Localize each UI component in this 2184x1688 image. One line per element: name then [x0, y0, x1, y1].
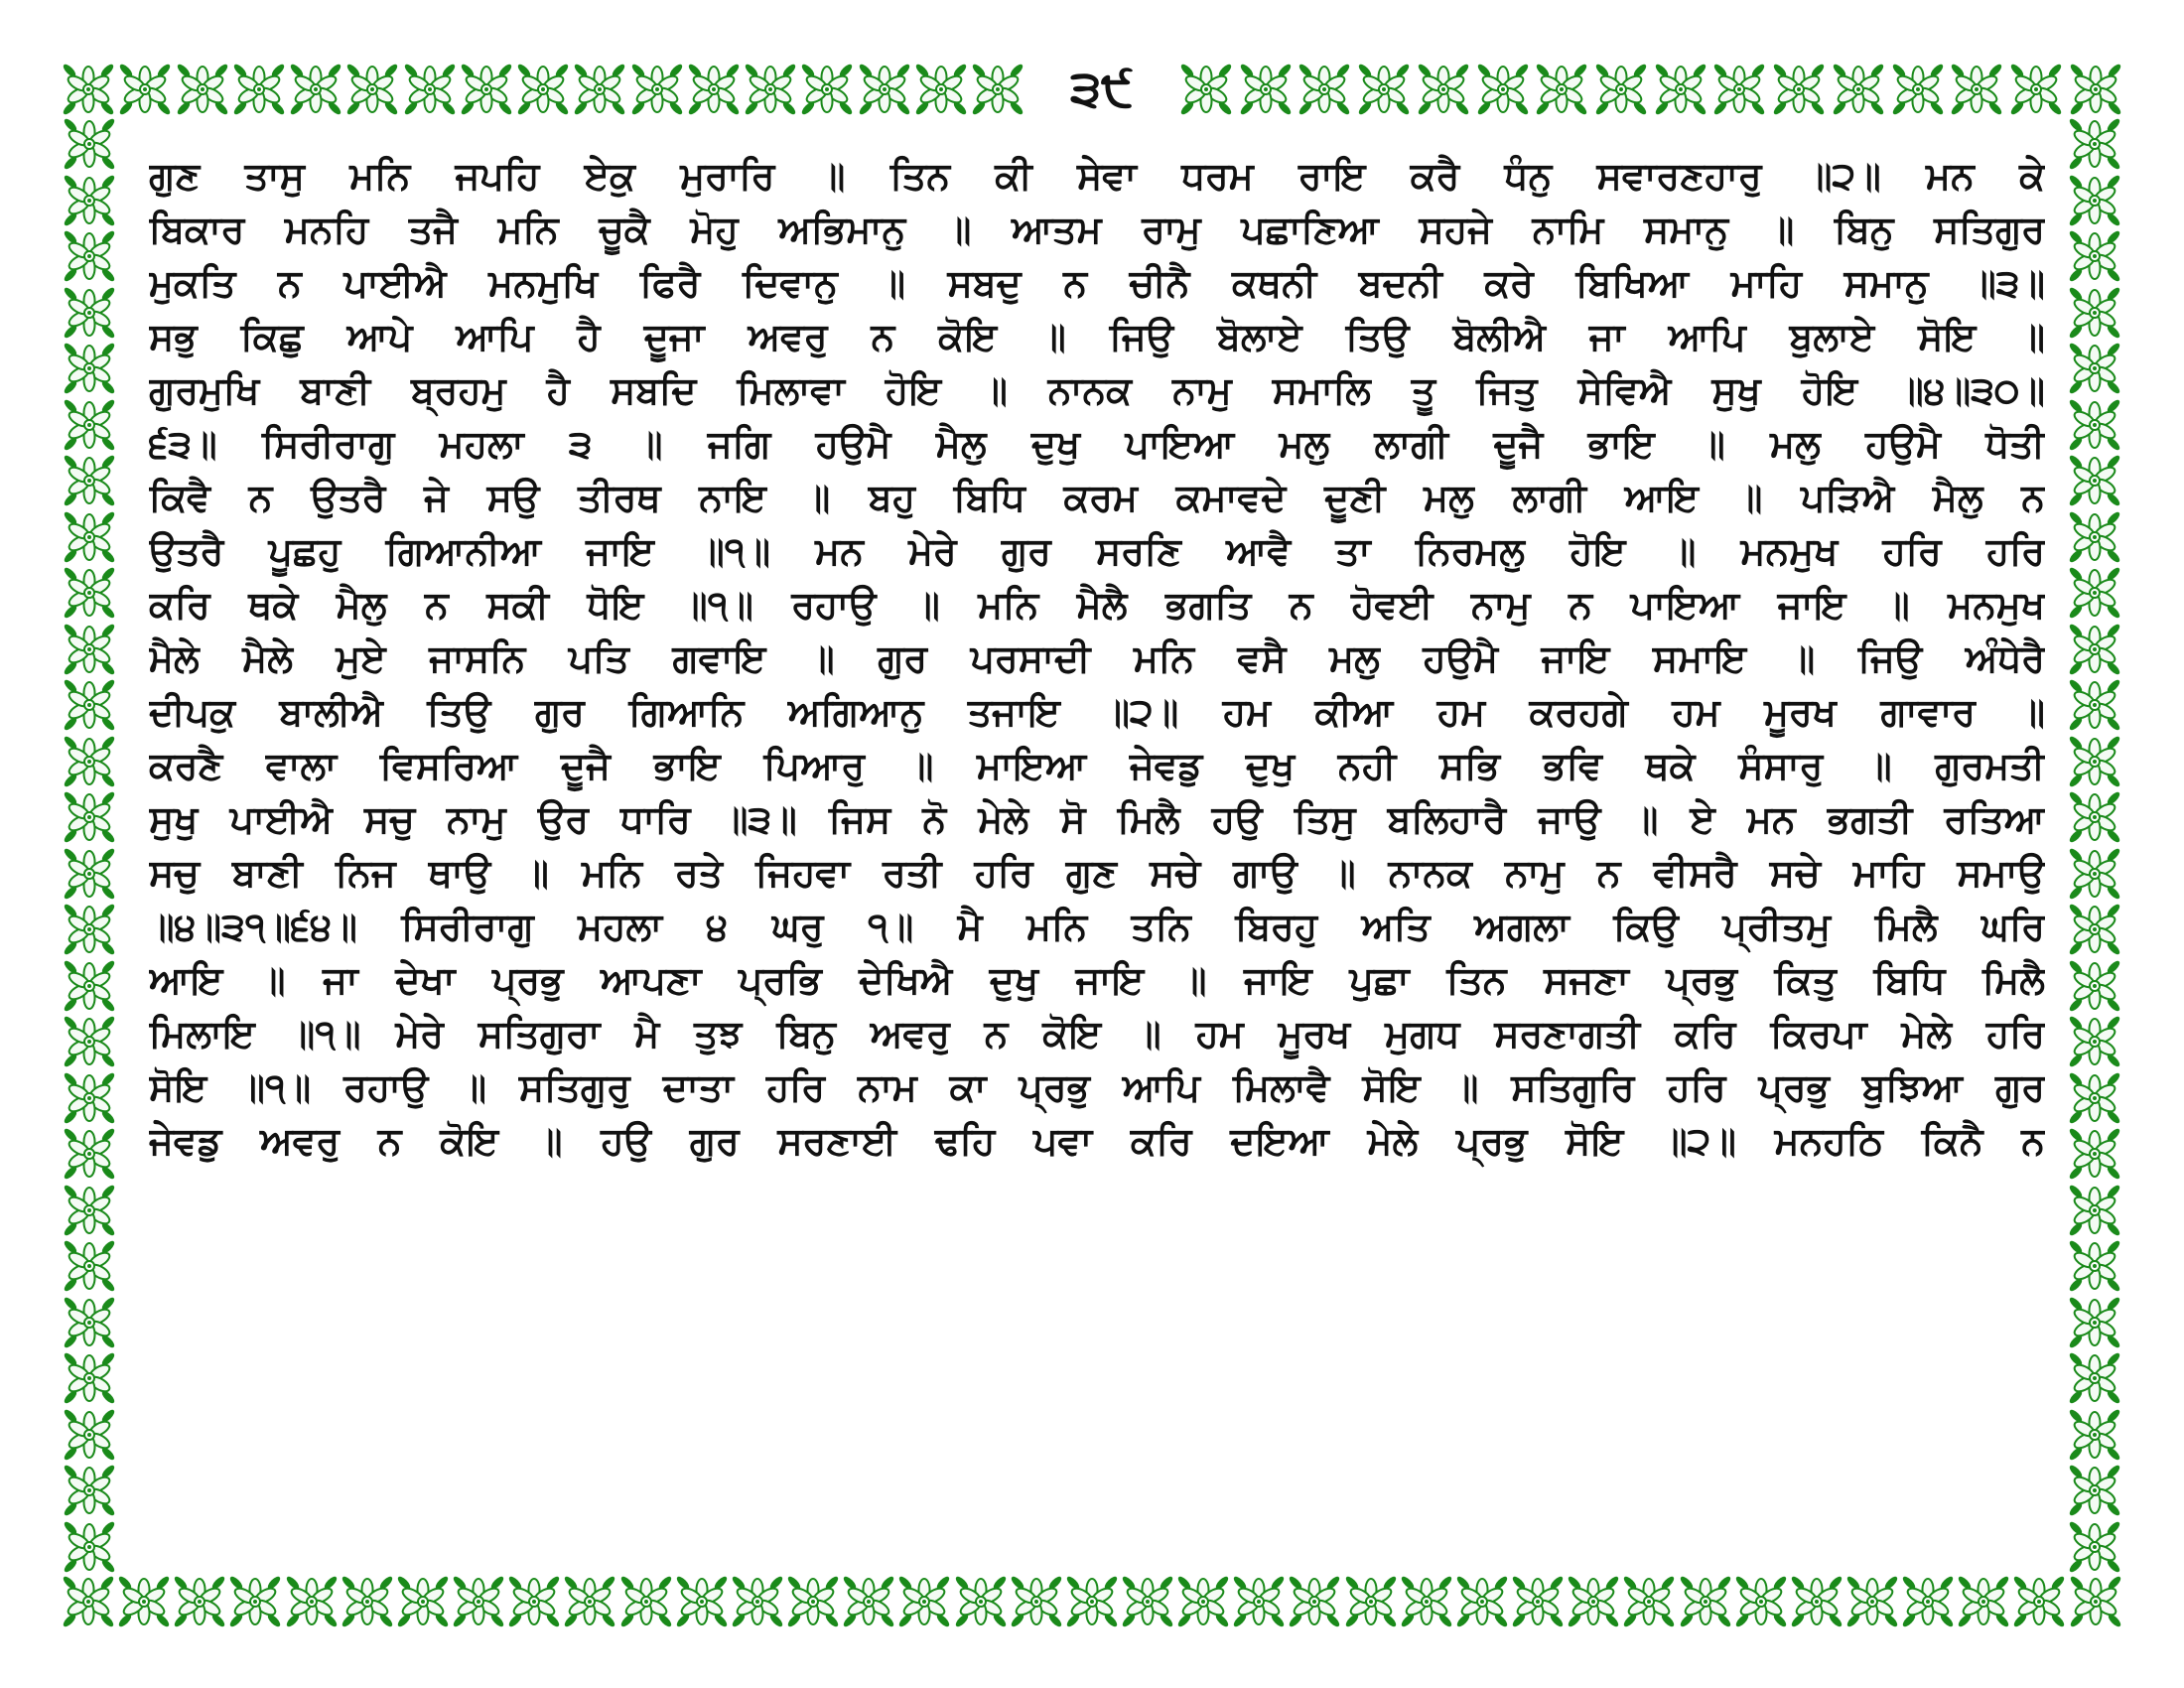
flower-icon: [1734, 1575, 1788, 1628]
flower-icon: [2068, 174, 2121, 227]
flower-icon: [619, 1575, 673, 1628]
text-line: ਆਇ ॥ ਜਾ ਦੇਖਾ ਪ੍ਰਭੁ ਆਪਣਾ ਪ੍ਰਭਿ ਦੇਖਿਐ ਦੁਖੁ ਜਾਇ ॥ ਜਾਇ ਪੁਛਾ ਤਿਨ ਸਜਣਾ ਪ੍ਰਭੁ ਕਿਤੁ ਬਿਧਿ ਮਿਲੈ: [149, 958, 2045, 1002]
flower-icon: [63, 1015, 116, 1068]
flower-icon: [1790, 1575, 1843, 1628]
flower-icon: [2068, 1408, 2121, 1462]
flower-icon: [2068, 623, 2121, 676]
flower-icon: [2068, 1015, 2121, 1068]
flower-icon: [63, 1127, 116, 1181]
flower-icon: [1832, 63, 1885, 116]
text-line: ਸੋਇ ॥੧॥ ਰਹਾਉ ॥ ਸਤਿਗੁਰੁ ਦਾਤਾ ਹਰਿ ਨਾਮ ਕਾ ਪ੍ਰਭੁ ਆਪਿ ਮਿਲਾਵੈ ਸੋਇ ॥ ਸਤਿਗੁਰਿ ਹਰਿ ਪ੍ਰਭੁ ਬੁਝਿਆ ਗੁਰ: [149, 1065, 2045, 1109]
flower-icon: [63, 454, 116, 507]
flower-icon: [2068, 398, 2121, 452]
flower-icon: [573, 63, 626, 116]
flower-icon: [228, 1575, 282, 1628]
text-line: ਕਿਵੈ ਨ ਉਤਰੈ ਜੇ ਸਉ ਤੀਰਥ ਨਾਇ ॥ ਬਹੁ ਬਿਧਿ ਕਰਮ ਕਮਾਵਦੇ ਦੂਣੀ ਮਲੁ ਲਾਗੀ ਆਇ ॥ ਪੜਿਐ ਮੈਲੁ ਨ: [149, 476, 2045, 519]
flower-icon: [1400, 1575, 1453, 1628]
flower-icon: [63, 1408, 116, 1462]
flower-icon: [63, 510, 116, 564]
flower-icon: [117, 1575, 171, 1628]
flower-icon: [63, 1520, 116, 1574]
flower-icon: [396, 1575, 450, 1628]
flower-icon: [1712, 63, 1766, 116]
flower-icon: [63, 678, 116, 732]
flower-icon: [1567, 1575, 1620, 1628]
flower-icon: [731, 1575, 784, 1628]
flower-icon: [897, 1575, 951, 1628]
border-top-right: [1179, 62, 2122, 117]
flower-icon: [1232, 1575, 1286, 1628]
flower-icon: [2068, 959, 2121, 1013]
flower-icon: [2069, 1575, 2122, 1628]
flower-icon: [341, 1575, 394, 1628]
flower-icon: [1891, 63, 1945, 116]
flower-icon: [63, 286, 116, 340]
flower-icon: [62, 63, 115, 116]
flower-icon: [63, 735, 116, 788]
text-line: ਸਭੁ ਕਿਛੁ ਆਪੇ ਆਪਿ ਹੈ ਦੂਜਾ ਅਵਰੁ ਨ ਕੋਇ ॥ ਜਿਉ ਬੋਲਾਏ ਤਿਉ ਬੋਲੀਐ ਜਾ ਆਪਿ ਬੁਲਾਏ ਸੋਇ ॥: [149, 315, 2045, 358]
flower-icon: [63, 229, 116, 283]
flower-icon: [1344, 1575, 1398, 1628]
text-line: ਉਤਰੈ ਪੂਛਹੁ ਗਿਆਨੀਆ ਜਾਇ ॥੧॥ ਮਨ ਮੇਰੇ ਗੁਰ ਸਰਣਿ ਆਵੈ ਤਾ ਨਿਰਮਲੁ ਹੋਇ ॥ ਮਨਮੁਖ ਹਰਿ ਹਰਿ: [149, 529, 2045, 573]
page-number: ੩੯: [1070, 60, 1134, 117]
border-top-left: [62, 62, 1024, 117]
flower-icon: [630, 63, 684, 116]
flower-icon: [2068, 286, 2121, 340]
flower-icon: [63, 1184, 116, 1237]
flower-icon: [858, 63, 911, 116]
text-line: ਕਰਿ ਥਕੇ ਮੈਲੁ ਨ ਸਕੀ ਧੋਇ ॥੧॥ ਰਹਾਉ ॥ ਮਨਿ ਮੈਲੈ ਭਗਤਿ ਨ ਹੋਵਈ ਨਾਮੁ ਨ ਪਾਇਆ ਜਾਇ ॥ ਮਨਮੁਖ: [149, 583, 2045, 627]
flower-icon: [63, 959, 116, 1013]
flower-icon: [460, 63, 513, 116]
text-line: ਸਚੁ ਬਾਣੀ ਨਿਜ ਥਾਉ ॥ ਮਨਿ ਰਤੇ ਜਿਹਵਾ ਰਤੀ ਹਰਿ ਗੁਣ ਸਚੇ ਗਾਉ ॥ ਨਾਨਕ ਨਾਮੁ ਨ ਵੀਸਰੈ ਸਚੇ ਮਾਹਿ ਸਮਾਉ: [149, 851, 2045, 895]
flower-icon: [1679, 1575, 1732, 1628]
flower-icon: [2068, 1296, 2121, 1349]
flower-icon: [516, 63, 570, 116]
flower-icon: [1511, 1575, 1565, 1628]
flower-icon: [2012, 1575, 2066, 1628]
flower-icon: [1654, 63, 1707, 116]
flower-icon: [786, 1575, 840, 1628]
border-bottom: [62, 1574, 2122, 1629]
flower-icon: [1121, 1575, 1174, 1628]
flower-icon: [1065, 1575, 1119, 1628]
flower-icon: [2068, 342, 2121, 395]
flower-icon: [2068, 117, 2121, 171]
flower-icon: [2068, 1071, 2121, 1125]
border-left: [62, 117, 117, 1574]
flower-icon: [2068, 229, 2121, 283]
flower-icon: [403, 63, 457, 116]
flower-icon: [1950, 63, 2003, 116]
flower-icon: [1594, 63, 1648, 116]
flower-icon: [63, 1239, 116, 1293]
flower-icon: [173, 1575, 226, 1628]
flower-icon: [63, 1351, 116, 1405]
flower-icon: [1772, 63, 1826, 116]
text-line: ਮੈਲੇ ਮੈਲੇ ਮੁਏ ਜਾਸਨਿ ਪਤਿ ਗਵਾਇ ॥ ਗੁਰ ਪਰਸਾਦੀ ਮਨਿ ਵਸੈ ਮਲੁ ਹਉਮੈ ਜਾਇ ਸਮਾਇ ॥ ਜਿਉ ਅੰਧੇਰੈ: [149, 636, 2045, 680]
flower-icon: [2068, 1184, 2121, 1237]
flower-icon: [2068, 790, 2121, 844]
flower-icon: [914, 63, 968, 116]
flower-icon: [63, 1464, 116, 1517]
flower-icon: [1239, 63, 1293, 116]
text-line: ਮੁਕਤਿ ਨ ਪਾਈਐ ਮਨਮੁਖਿ ਫਿਰੈ ਦਿਵਾਨੁ ॥ ਸਬਦੁ ਨ ਚੀਨੈ ਕਥਨੀ ਬਦਨੀ ਕਰੇ ਬਿਖਿਆ ਮਾਹਿ ਸਮਾਨੁ ॥੩॥: [149, 261, 2045, 305]
flower-icon: [1476, 63, 1530, 116]
flower-icon: [687, 63, 741, 116]
flower-icon: [232, 63, 286, 116]
flower-icon: [63, 847, 116, 901]
flower-icon: [800, 63, 854, 116]
flower-icon: [1288, 1575, 1341, 1628]
text-line: ਦੀਪਕੁ ਬਾਲੀਐ ਤਿਉ ਗੁਰ ਗਿਆਨਿ ਅਗਿਆਨੁ ਤਜਾਇ ॥੨॥ ਹਮ ਕੀਆ ਹਮ ਕਰਹਗੇ ਹਮ ਮੂਰਖ ਗਾਵਾਰ ॥: [149, 690, 2045, 734]
text-line: ੬੩॥ ਸਿਰੀਰਾਗੁ ਮਹਲਾ ੩ ॥ ਜਗਿ ਹਉਮੈ ਮੈਲੁ ਦੁਖੁ ਪਾਇਆ ਮਲੁ ਲਾਗੀ ਦੂਜੈ ਭਾਇ ॥ ਮਲੁ ਹਉਮੈ ਧੋਤੀ: [149, 422, 2045, 466]
flower-icon: [63, 790, 116, 844]
flower-icon: [63, 342, 116, 395]
flower-icon: [1535, 63, 1588, 116]
flower-icon: [1622, 1575, 1676, 1628]
flower-icon: [1901, 1575, 1955, 1628]
flower-icon: [2068, 735, 2121, 788]
flower-icon: [2009, 63, 2063, 116]
flower-icon: [1455, 1575, 1509, 1628]
flower-icon: [2068, 566, 2121, 620]
gurbani-text-block: [149, 149, 2045, 1559]
flower-icon: [744, 63, 797, 116]
text-line: ਜੇਵਡੁ ਅਵਰੁ ਨ ਕੋਇ ॥ ਹਉ ਗੁਰ ਸਰਣਾਈ ਢਹਿ ਪਵਾ ਕਰਿ ਦਇਆ ਮੇਲੇ ਪ੍ਰਭੁ ਸੋਇ ॥੨॥ ਮਨਹਠਿ ਕਿਨੈ ਨ: [149, 1119, 2045, 1163]
flower-icon: [507, 1575, 561, 1628]
flower-icon: [63, 1071, 116, 1125]
flower-icon: [285, 1575, 339, 1628]
flower-icon: [1010, 1575, 1063, 1628]
flower-icon: [289, 63, 342, 116]
flower-icon: [954, 1575, 1008, 1628]
text-line: ਕਰਣੈ ਵਾਲਾ ਵਿਸਰਿਆ ਦੂਜੈ ਭਾਇ ਪਿਆਰੁ ॥ ਮਾਇਆ ਜੇਵਡੁ ਦੁਖੁ ਨਹੀ ਸਭਿ ਭਵਿ ਥਕੇ ਸੰਸਾਰੁ ॥ ਗੁਰਮਤੀ: [149, 744, 2045, 787]
flower-icon: [1357, 63, 1411, 116]
text-line: ਬਿਕਾਰ ਮਨਹਿ ਤਜੈ ਮਨਿ ਚੂਕੈ ਮੋਹੁ ਅਭਿਮਾਨੁ ॥ ਆਤਮ ਰਾਮੁ ਪਛਾਣਿਆ ਸਹਜੇ ਨਾਮਿ ਸਮਾਨੁ ॥ ਬਿਨੁ ਸਤਿਗੁਰ: [149, 208, 2045, 251]
flower-icon: [1417, 63, 1470, 116]
flower-icon: [1297, 63, 1351, 116]
flower-icon: [63, 1296, 116, 1349]
flower-icon: [2068, 1239, 2121, 1293]
flower-icon: [842, 1575, 895, 1628]
flower-icon: [63, 903, 116, 956]
flower-icon: [63, 566, 116, 620]
flower-icon: [1957, 1575, 2010, 1628]
flower-icon: [2068, 454, 2121, 507]
flower-icon: [971, 63, 1024, 116]
flower-icon: [62, 1575, 115, 1628]
flower-icon: [1845, 1575, 1899, 1628]
flower-icon: [452, 1575, 505, 1628]
flower-icon: [2068, 847, 2121, 901]
flower-icon: [2068, 1127, 2121, 1181]
text-line: ਮਿਲਾਇ ॥੧॥ ਮੇਰੇ ਸਤਿਗੁਰਾ ਮੈ ਤੁਝ ਬਿਨੁ ਅਵਰੁ ਨ ਕੋਇ ॥ ਹਮ ਮੂਰਖ ਮੁਗਧ ਸਰਣਾਗਤੀ ਕਰਿ ਕਿਰਪਾ ਮੇਲੇ ਹਰਿ: [149, 1012, 2045, 1055]
text-line: ਗੁਣ ਤਾਸੁ ਮਨਿ ਜਪਹਿ ਏਕੁ ਮੁਰਾਰਿ ॥ ਤਿਨ ਕੀ ਸੇਵਾ ਧਰਮ ਰਾਇ ਕਰੈ ਧੰਨੁ ਸਵਾਰਣਹਾਰੁ ॥੨॥ ਮਨ ਕੇ: [149, 154, 2045, 198]
text-line: ॥੪॥੩੧॥੬੪॥ ਸਿਰੀਰਾਗੁ ਮਹਲਾ ੪ ਘਰੁ ੧॥ ਮੈ ਮਨਿ ਤਨਿ ਬਿਰਹੁ ਅਤਿ ਅਗਲਾ ਕਿਉ ਪ੍ਰੀਤਮੁ ਮਿਲੈ ਘਰਿ: [149, 905, 2045, 948]
flower-icon: [675, 1575, 729, 1628]
flower-icon: [63, 623, 116, 676]
flower-icon: [2068, 1464, 2121, 1517]
flower-icon: [2068, 903, 2121, 956]
flower-icon: [2068, 678, 2121, 732]
flower-icon: [63, 398, 116, 452]
flower-icon: [1176, 1575, 1230, 1628]
flower-icon: [345, 63, 399, 116]
flower-icon: [118, 63, 172, 116]
flower-icon: [176, 63, 229, 116]
text-line: ਗੁਰਮੁਖਿ ਬਾਣੀ ਬ੍ਰਹਮੁ ਹੈ ਸਬਦਿ ਮਿਲਾਵਾ ਹੋਇ ॥ ਨਾਨਕ ਨਾਮੁ ਸਮਾਲਿ ਤੂ ਜਿਤੁ ਸੇਵਿਐ ਸੁਖੁ ਹੋਇ ॥੪॥੩੦॥: [149, 368, 2045, 412]
flower-icon: [2068, 1351, 2121, 1405]
text-line: ਸੁਖੁ ਪਾਈਐ ਸਚੁ ਨਾਮੁ ਉਰ ਧਾਰਿ ॥੩॥ ਜਿਸ ਨੋ ਮੇਲੇ ਸੋ ਮਿਲੈ ਹਉ ਤਿਸੁ ਬਲਿਹਾਰੈ ਜਾਉ ॥ ਏ ਮਨ ਭਗਤੀ ਰਤਿਆ: [149, 797, 2045, 841]
border-right: [2067, 117, 2122, 1574]
flower-icon: [63, 117, 116, 171]
flower-icon: [1179, 63, 1233, 116]
flower-icon: [2068, 510, 2121, 564]
flower-icon: [563, 1575, 616, 1628]
flower-icon: [2068, 1520, 2121, 1574]
flower-icon: [63, 174, 116, 227]
flower-icon: [2069, 63, 2122, 116]
